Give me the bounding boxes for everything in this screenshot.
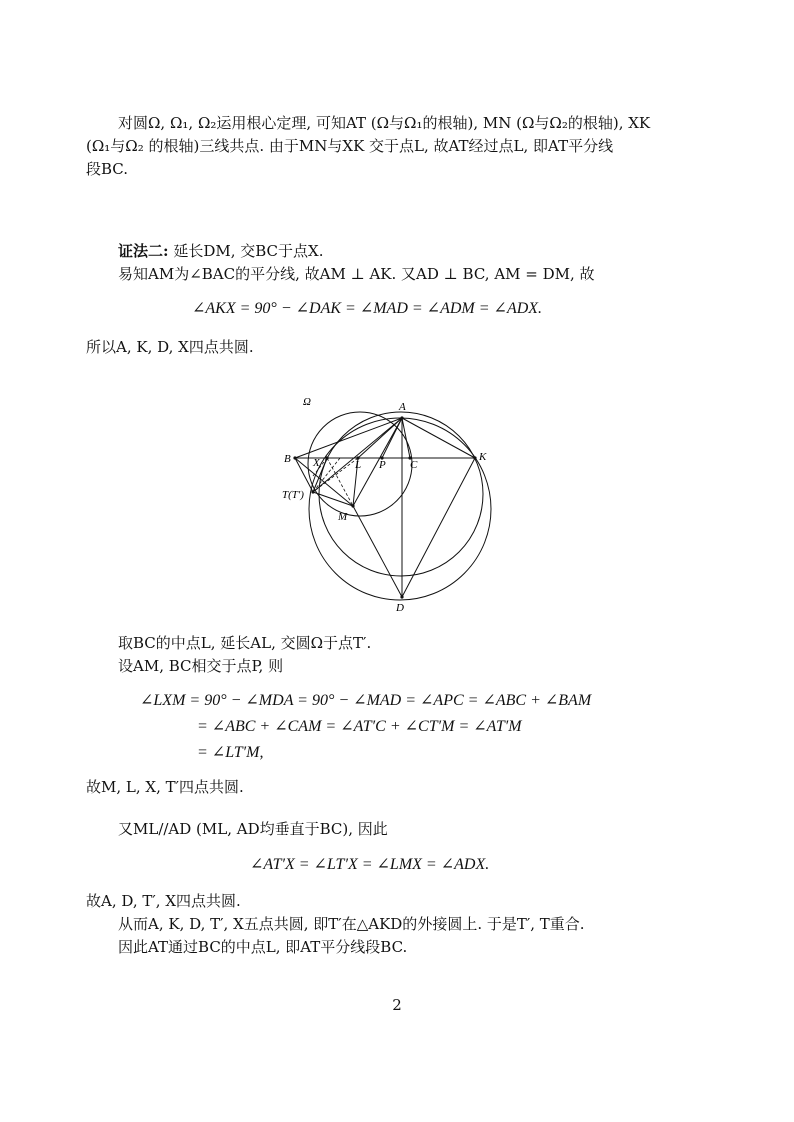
- para4-line1: 又ML//AD (ML, AD均垂直于BC), 因此: [118, 820, 388, 838]
- label-x: X: [313, 457, 320, 469]
- para3-line3: 故M, L, X, T′四点共圆.: [86, 778, 244, 796]
- para4-line2: 故A, D, T′, X四点共圆.: [86, 892, 241, 910]
- label-omega: Ω: [303, 396, 311, 408]
- label-p: P: [379, 459, 386, 471]
- proof2-equation: ∠AKX = 90° − ∠DAK = ∠MAD = ∠ADM = ∠ADX.: [192, 300, 543, 317]
- proof2-line3: 所以A, K, D, X四点共圆.: [86, 338, 254, 356]
- para3-equation-2: = ∠ABC + ∠CAM = ∠AT′C + ∠CT′M = ∠AT′M: [197, 718, 522, 735]
- line-bt: [295, 458, 313, 492]
- para1-line2: (Ω₁与Ω₂ 的根轴)三线共点. 由于MN与XK 交于点L, 故AT经过点L, 即AT平分线: [86, 137, 614, 155]
- label-l: L: [355, 459, 362, 471]
- proof2-heading: 证法二:: [118, 242, 169, 260]
- label-d: D: [396, 602, 404, 614]
- para4-line4: 因此AT通过BC的中点L, 即AT平分线段BC.: [118, 938, 408, 956]
- para1-line1: 对圆Ω, Ω₁, Ω₂运用根心定理, 可知AT (Ω与Ω₁的根轴), MN (Ω与Ω₂的根轴), XK: [118, 114, 651, 132]
- proof2-first-line: [86, 240, 742, 263]
- label-b: B: [284, 453, 291, 465]
- line-dm: [353, 506, 402, 597]
- para3-line2: 设AM, BC相交于点P, 则: [118, 657, 284, 675]
- line-ac: [402, 418, 410, 458]
- para3-equation-3: = ∠LT′M,: [197, 744, 264, 761]
- label-m: M: [338, 511, 348, 523]
- line-ak: [402, 418, 475, 458]
- proof2-line1: 延长DM, 交BC于点X.: [173, 242, 324, 260]
- circle-omega: [319, 412, 483, 576]
- label-t: T(T′): [282, 489, 304, 501]
- circle-akd: [309, 418, 491, 600]
- line-dk: [402, 458, 475, 597]
- geometry-figure: [270, 388, 520, 618]
- para4-line3: 从而A, K, D, T′, X五点共圆, 即T′在△AKD的外接圆上. 于是T′, T重合.: [118, 915, 585, 933]
- para3-equation-1: ∠LXM = 90° − ∠MDA = 90° − ∠MAD = ∠APC = ∠ABC + ∠BAM: [140, 692, 592, 709]
- label-c: C: [410, 459, 418, 471]
- line-ab: [295, 418, 402, 458]
- para3-line1: 取BC的中点L, 延长AL, 交圆Ω于点T′.: [118, 634, 372, 652]
- para1-line3: 段BC.: [86, 160, 129, 178]
- para4-equation: ∠AT′X = ∠LT′X = ∠LMX = ∠ADX.: [250, 856, 490, 873]
- page-number: 2: [392, 996, 402, 1014]
- label-a: A: [399, 401, 406, 413]
- label-k: K: [479, 451, 487, 463]
- proof2-line2: 易知AM为∠BAC的平分线, 故AM ⊥ AK. 又AD ⊥ BC, AM = DM, 故: [118, 265, 595, 283]
